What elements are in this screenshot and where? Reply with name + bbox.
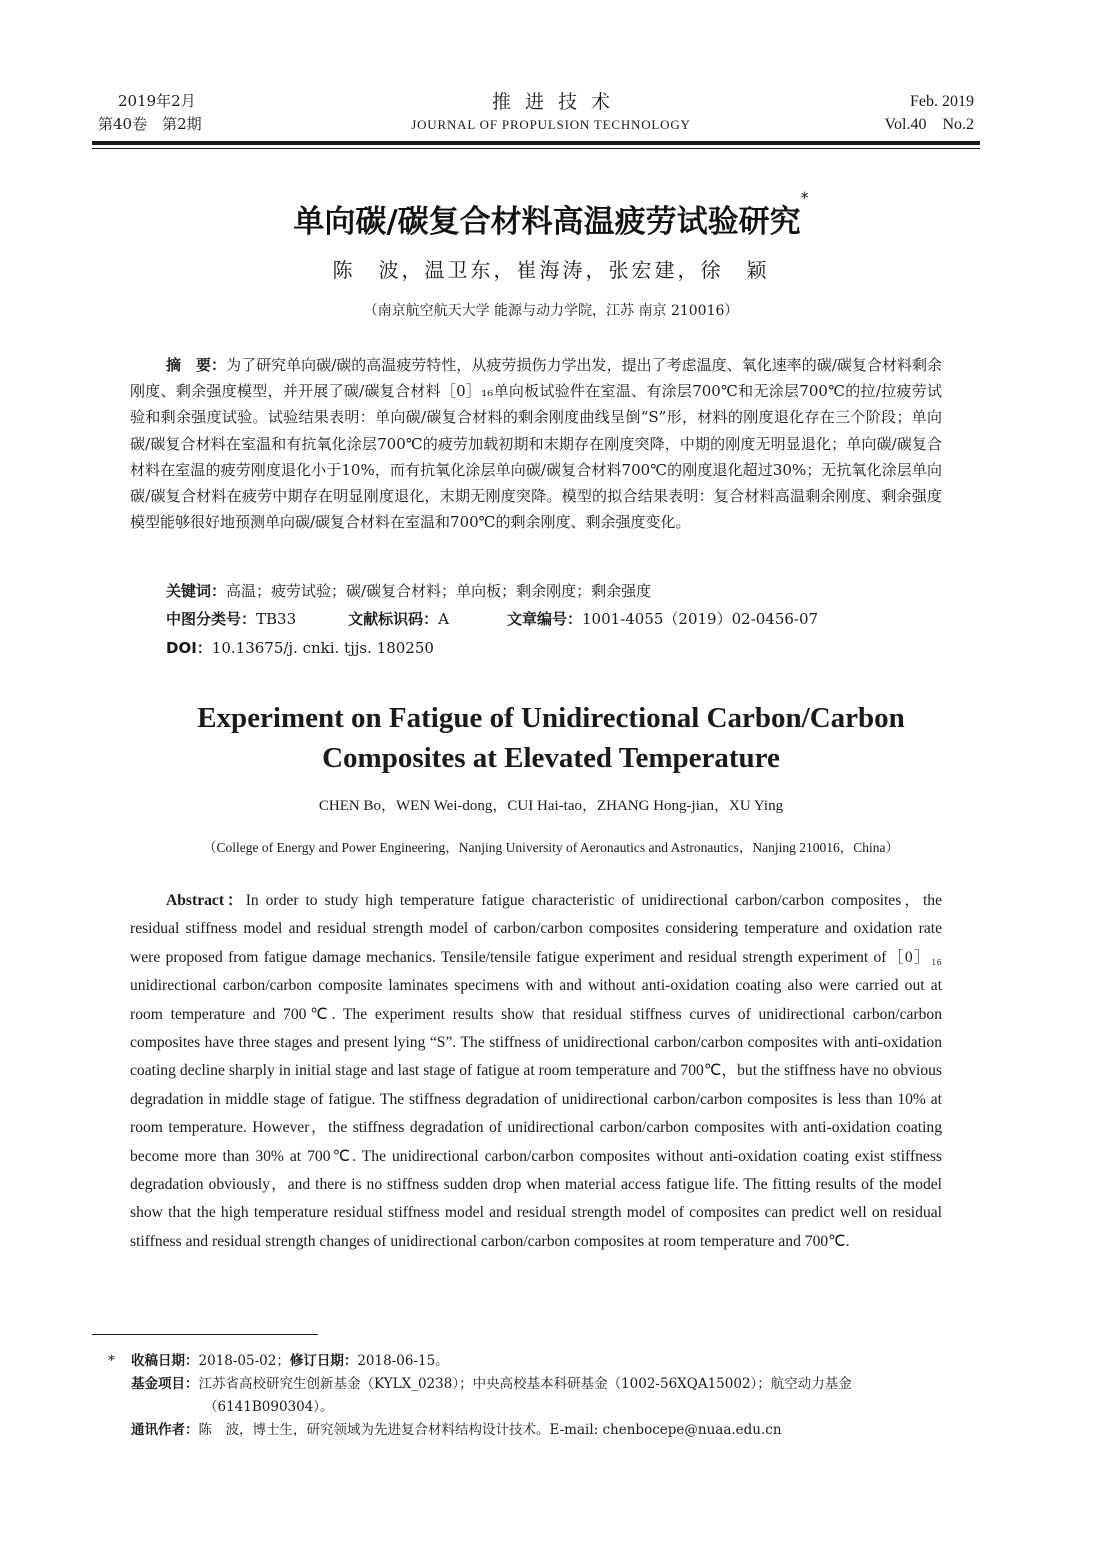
abstract-en-label: Abstract： [166, 892, 246, 909]
footnote-dates [108, 1350, 928, 1373]
paper-title-cn-text: 单向碳/碳复合材料高温疲劳试验研究 [293, 204, 801, 240]
paper-title-cn [0, 188, 1102, 241]
abstract-cn-label: 摘 要： [166, 356, 227, 374]
abstract-en-text: In order to study high temperature fatigue characteristic of unidirectional carbon/carbon composites，the residual stiffness model and residual strength model of carbon/carbon composites considering temperature and oxidation rate were proposed from fatigue damage mechanics. Tensile/tensile fatigue experiment and residual strength experiment of［0］₁₆ unidirectional carbon/carbon composite laminates specimens with and without anti-oxidation coating also were carried out at room temperature and 700℃. The experiment results show that residual stiffness curves of unidirectional carbon/carbon composites have three stages and present lying “S”. The stiffness of unidirectional carbon/carbon composites with anti-oxidation coating decline sharply in initial stage and last stage of fatigue at room temperature and 700℃，but the stiffness have no obvious degradation in middle stage of fatigue. The stiffness degradation of unidirectional carbon/carbon composites is less than 10% at room temperature. However，the stiffness degradation of unidirectional carbon/carbon composites with anti-oxidation coating become more than 30% at 700℃. The unidirectional carbon/carbon composites without anti-oxidation coating exist stiffness degradation obviously，and there is no stiffness sudden drop when material access fatigue life. The fitting results of the model show that the high temperature residual stiffness model and residual strength model of composites can predict well on residual stiffness and residual strength changes of unidirectional carbon/carbon composites at room temperature and 700℃. [130, 892, 943, 1250]
doi-row [166, 637, 434, 659]
keywords-label: 关键词： [166, 582, 227, 600]
header-volume-cn: 第40卷 第2期 [98, 115, 202, 133]
header-date-en: Feb. 2019 [910, 93, 974, 110]
doc-code-value: A [438, 610, 449, 628]
affiliation-cn: （南京航空航天大学 能源与动力学院，江苏 南京 210016） [363, 303, 739, 319]
paper-title-en-line1: Experiment on Fatigue of Unidirectional Carbon/Carbon [197, 702, 905, 734]
footnote-fund [108, 1373, 928, 1396]
keywords-cn [166, 580, 651, 602]
affiliation-en: （College of Energy and Power Engineering，Nanjing University of Aeronautics and Astronautics，Nanjing 210016，China） [202, 840, 899, 855]
footnote-star: * [108, 1353, 115, 1369]
header-rule-thick [92, 141, 980, 145]
footnote-fund-cont [108, 1396, 928, 1419]
header-date-cn: 2019年2月 [118, 92, 196, 110]
abstract-cn-text: 为了研究单向碳/碳的高温疲劳特性，从疲劳损伤力学出发，提出了考虑温度、氧化速率的碳/碳复合材料剩余刚度、剩余强度模型，并开展了碳/碳复合材料［0］₁₆单向板试验件在室温、有涂层700℃和无涂层700℃的拉/拉疲劳试验和剩余强度试验。试验结果表明：单向碳/碳复合材料的剩余刚度曲线呈倒“S”形，材料的刚度退化存在三个阶段；单向碳/碳复合材料在室温和有抗氧化涂层700℃的疲劳加载初期和末期存在刚度突降，中期的刚度无明显退化；单向碳/碳复合材料在室温的疲劳刚度退化小于10%，而有抗氧化涂层单向碳/碳复合材料700℃的刚度退化超过30%；无抗氧化涂层单向碳/碳复合材料在疲劳中期存在明显刚度退化，末期无刚度突降。模型的拟合结果表明：复合材料高温剩余刚度、剩余强度模型能够很好地预测单向碳/碳复合材料在室温和700℃的剩余刚度、剩余强度变化。 [130, 356, 942, 532]
revised-label: 修订日期： [289, 1353, 358, 1369]
received-date: 2018-05-02； [198, 1353, 290, 1369]
footnotes [108, 1350, 928, 1442]
clc-value: TB33 [256, 610, 297, 628]
title-footnote-mark: * [800, 188, 809, 207]
doi-value: 10.13675/j. cnki. tjjs. 180250 [211, 639, 434, 657]
journal-name-en: JOURNAL OF PROPULSION TECHNOLOGY [411, 117, 691, 132]
classification-row [166, 608, 818, 630]
corresponding-text: 陈 波，博士生，研究领域为先进复合材料结构设计技术。E-mail: chenbocepe@nuaa.edu.cn [198, 1422, 782, 1438]
abstract-en [130, 887, 942, 1256]
received-label: 收稿日期： [131, 1353, 199, 1369]
corresponding-label: 通讯作者： [131, 1422, 199, 1438]
article-no-value: 1001-4055（2019）02-0456-07 [582, 610, 819, 628]
fund-line1: 江苏省高校研究生创新基金（KYLX_0238）；中央高校基本科研基金（1002-56XQA15002）；航空动力基金 [198, 1376, 852, 1392]
paper-title-en [0, 698, 1102, 778]
clc-label: 中图分类号： [166, 610, 257, 628]
revised-date: 2018-06-15。 [357, 1353, 449, 1369]
header-issue-en [885, 90, 975, 136]
fund-line2: （6141B090304）。 [204, 1399, 334, 1415]
header-rule-thin [92, 148, 980, 149]
footnote-rule [92, 1334, 318, 1335]
fund-label: 基金项目： [131, 1376, 199, 1392]
authors-cn: 陈 波，温卫东，崔海涛，张宏建，徐 颖 [332, 258, 770, 282]
journal-name-cn: 推进技术 [491, 91, 624, 113]
authors-en: CHEN Bo，WEN Wei-dong，CUI Hai-tao，ZHANG Hong-jian，XU Ying [318, 798, 784, 814]
footnote-corresponding [108, 1419, 928, 1442]
article-no-label: 文章编号： [507, 610, 583, 628]
abstract-cn [130, 352, 942, 535]
paper-title-en-line2: Composites at Elevated Temperature [322, 742, 780, 774]
doc-code-label: 文献标识码： [348, 610, 439, 628]
keywords-text: 高温；疲劳试验；碳/碳复合材料；单向板；剩余刚度；剩余强度 [226, 582, 652, 600]
doi-label: DOI： [166, 639, 212, 657]
header-volume-en: Vol.40 No.2 [884, 116, 974, 133]
